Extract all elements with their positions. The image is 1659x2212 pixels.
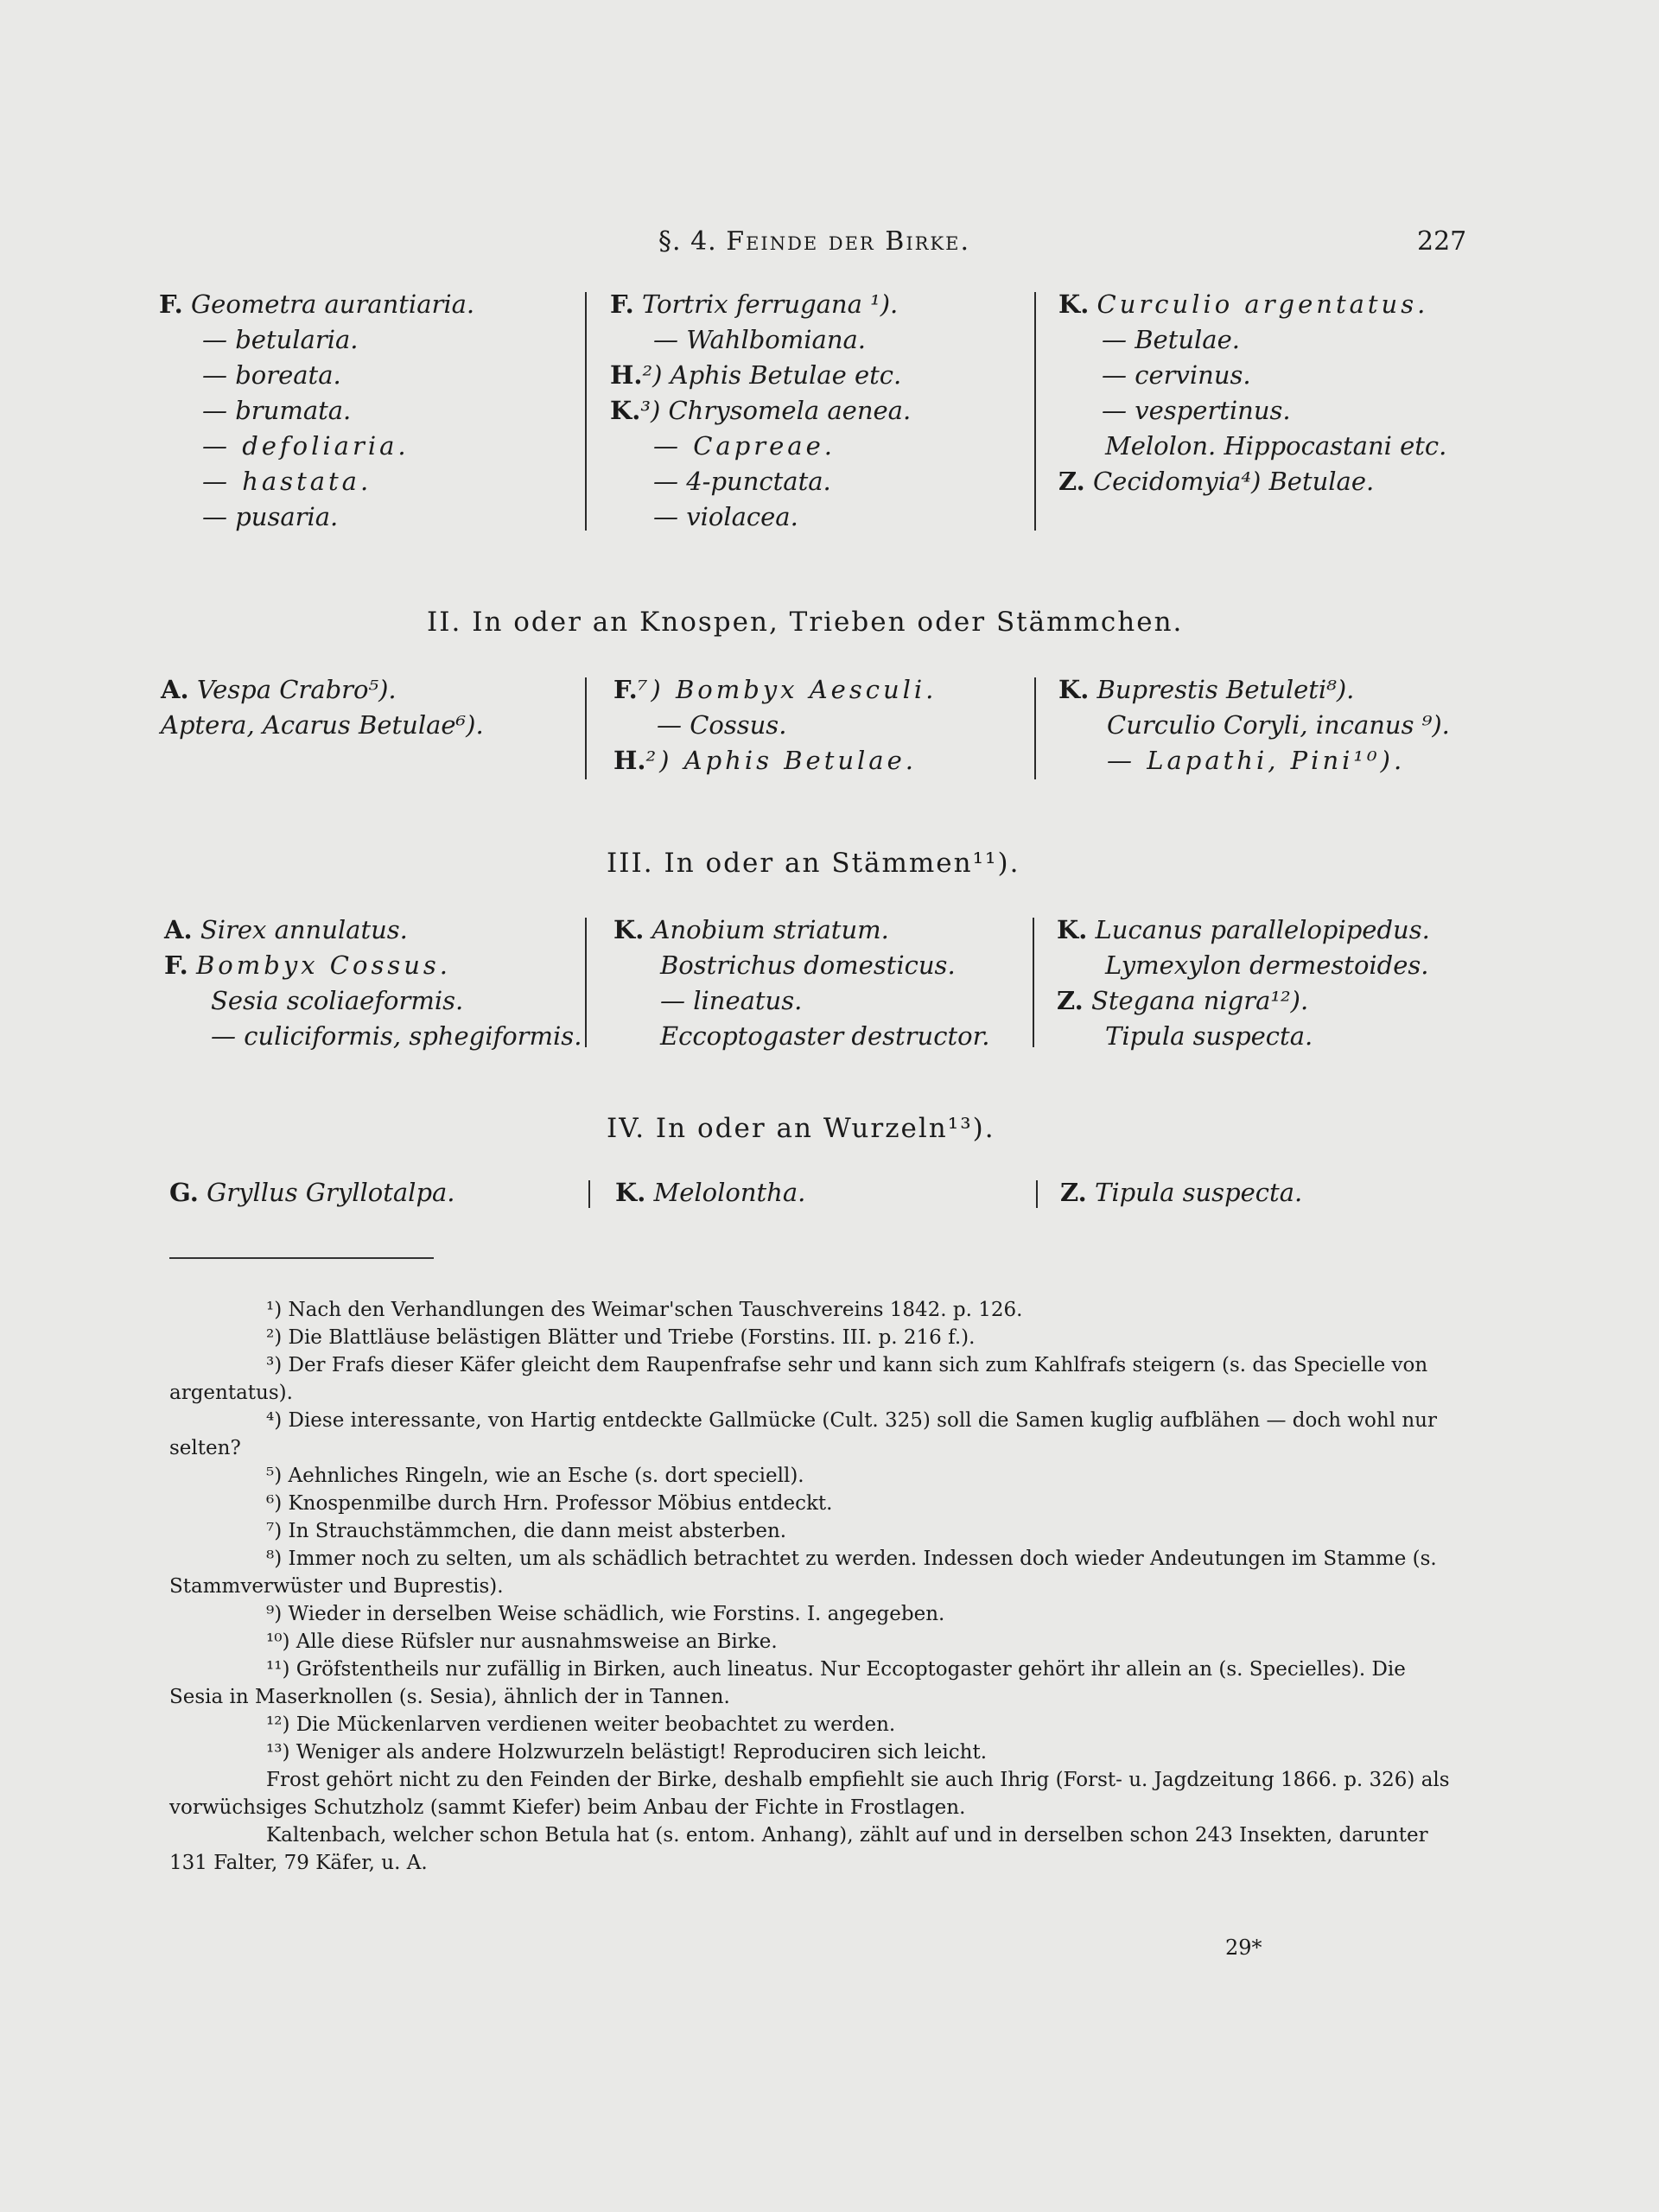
- species-entry: — brumata.: [202, 396, 352, 425]
- section-heading: II. In oder an Knospen, Trieben oder Stämmchen.: [427, 607, 1184, 638]
- sec2-col3: [1058, 672, 1450, 779]
- species-entry: — defoliaria.: [202, 431, 410, 461]
- species-entry: — culiciformis, sphegiformis.: [211, 1021, 582, 1051]
- footnote: ¹) Nach den Verhandlungen des Weimar'schen Tauschvereins 1842. p. 126.: [266, 1299, 1023, 1321]
- footnote: ²) Die Blattläuse belästigen Blätter und Triebe (Forstins. III. p. 216 f.).: [266, 1326, 976, 1349]
- species-entry: A. Sirex annulatus.: [164, 915, 408, 944]
- species-entry: F. Geometra aurantiaria.: [159, 289, 475, 319]
- section-heading: IV. In oder an Wurzeln¹³).: [607, 1113, 995, 1144]
- column-divider: [1036, 1180, 1038, 1208]
- species-entry: — hastata.: [202, 467, 372, 496]
- species-entry: — vespertinus.: [1102, 396, 1291, 425]
- column-divider: [1034, 677, 1036, 779]
- footnote-paragraph: Frost gehört nicht zu den Feinden der Birke, deshalb empfiehlt sie auch Ihrig (Forst- u. Jagdzeitung 1866. p. 326) als vorwüchsiges Schutzholz (sammt Kiefer) beim Anbau der Fichte in Frostlagen.: [169, 1769, 1450, 1819]
- species-entry: — 4-punctata.: [653, 467, 831, 496]
- sec1-col1: [159, 287, 474, 535]
- sec4-col1: [169, 1175, 455, 1211]
- species-entry: F. Bombyx Cossus.: [164, 950, 451, 980]
- sec2-col1: [161, 672, 484, 743]
- footnote: ¹³) Weniger als andere Holzwurzeln belästigt! Reproduciren sich leicht.: [266, 1741, 988, 1764]
- sec4-col2: [615, 1175, 805, 1211]
- species-entry: — Wahlbomiana.: [653, 325, 867, 354]
- species-entry: Bostrichus domesticus.: [660, 950, 956, 980]
- species-entry: — lineatus.: [660, 986, 803, 1015]
- footnote: ¹¹) Gröfstentheils nur zufällig in Birken, auch lineatus. Nur Eccoptogaster gehört ihr allein an (s. Specielles). Die Sesia in Maserknollen (s. Sesia), ähnlich der in Tannen.: [169, 1658, 1406, 1708]
- page-number: 227: [1417, 226, 1467, 257]
- species-entry: Curculio Coryli, incanus ⁹).: [1107, 710, 1450, 740]
- section-title: Feinde der Birke.: [726, 226, 970, 257]
- species-entry: Tipula suspecta.: [1105, 1021, 1313, 1051]
- species-entry: G. Gryllus Gryllotalpa.: [169, 1178, 455, 1207]
- species-entry: — Cossus.: [657, 710, 787, 740]
- footnote: ⁷) In Strauchstämmchen, die dann meist absterben.: [266, 1520, 787, 1542]
- species-entry: F. Tortrix ferrugana ¹).: [610, 289, 899, 319]
- species-entry: — violacea.: [653, 502, 798, 531]
- species-entry: Z. Cecidomyia⁴) Betulae.: [1058, 467, 1375, 496]
- species-entry: Sesia scoliaeformis.: [211, 986, 464, 1015]
- species-entry: K. Anobium striatum.: [613, 915, 889, 944]
- running-header: [658, 226, 970, 257]
- sec3-col1: [164, 912, 582, 1054]
- sec1-col2: [610, 287, 911, 535]
- column-divider: [1033, 918, 1034, 1047]
- footnote: ⁸) Immer noch zu selten, um als schädlich betrachtet zu werden. Indessen doch wieder Andeutungen im Stamme (s. Stammverwüster und Buprestis).: [169, 1548, 1437, 1598]
- species-entry: K. Lucanus parallelopipedus.: [1057, 915, 1430, 944]
- footnote: ¹⁰) Alle diese Rüfsler nur ausnahmsweise an Birke.: [266, 1630, 778, 1653]
- footnote: ³) Der Frafs dieser Käfer gleicht dem Raupenfrafse sehr und kann sich zum Kahlfrafs steigern (s. das Specielle von argentatus).: [169, 1354, 1428, 1404]
- footnote: ⁵) Aehnliches Ringeln, wie an Esche (s. dort speciell).: [266, 1465, 804, 1487]
- footnote: ⁴) Diese interessante, von Hartig entdeckte Gallmücke (Cult. 325) soll die Samen kuglig aufblähen — doch wohl nur selten?: [169, 1409, 1437, 1459]
- species-entry: Lymexylon dermestoides.: [1105, 950, 1429, 980]
- footnote: ⁹) Wieder in derselben Weise schädlich, wie Forstins. I. angegeben.: [266, 1603, 945, 1625]
- species-entry: Z. Tipula suspecta.: [1060, 1178, 1303, 1207]
- species-entry: — betularia.: [202, 325, 359, 354]
- sec1-col3: [1058, 287, 1446, 499]
- section-number: §. 4.: [658, 226, 717, 257]
- species-entry: — boreata.: [202, 360, 341, 390]
- column-divider: [585, 677, 587, 779]
- section-heading: III. In oder an Stämmen¹¹).: [607, 848, 1020, 879]
- species-entry: — Lapathi, Pini¹⁰).: [1107, 746, 1406, 775]
- species-entry: H.²) Aphis Betulae etc.: [610, 360, 902, 390]
- species-entry: K. Curculio argentatus.: [1058, 289, 1429, 319]
- species-entry: — Capreae.: [653, 431, 836, 461]
- footnotes: [169, 1296, 1455, 1877]
- footnote: ⁶) Knospenmilbe durch Hrn. Professor Möbius entdeckt.: [266, 1492, 833, 1515]
- species-entry: F.⁷) Bombyx Aesculi.: [613, 675, 938, 704]
- species-entry: Melolon. Hippocastani etc.: [1105, 431, 1447, 461]
- species-entry: — Betulae.: [1102, 325, 1240, 354]
- sec3-col3: [1057, 912, 1430, 1054]
- sec3-col2: [613, 912, 989, 1054]
- footnote: ¹²) Die Mückenlarven verdienen weiter beobachtet zu werden.: [266, 1713, 896, 1736]
- species-entry: Z. Stegana nigra¹²).: [1057, 986, 1309, 1015]
- column-divider: [585, 918, 587, 1047]
- species-entry: K. Buprestis Betuleti⁸).: [1058, 675, 1355, 704]
- signature-mark: 29*: [1225, 1936, 1262, 1960]
- footnote-paragraph: Kaltenbach, welcher schon Betula hat (s. entom. Anhang), zählt auf und in derselben schon 243 Insekten, darunter 131 Falter, 79 Käfer, u. A.: [169, 1824, 1428, 1874]
- species-entry: K.³) Chrysomela aenea.: [610, 396, 912, 425]
- column-divider: [1034, 292, 1036, 531]
- species-entry: Eccoptogaster destructor.: [660, 1021, 990, 1051]
- sec2-col2: [613, 672, 937, 779]
- species-entry: Aptera, Acarus Betulae⁶).: [161, 710, 484, 740]
- species-entry: — pusaria.: [202, 502, 339, 531]
- species-entry: H.²) Aphis Betulae.: [613, 746, 917, 775]
- species-entry: — cervinus.: [1102, 360, 1251, 390]
- column-divider: [588, 1180, 590, 1208]
- sec4-col3: [1060, 1175, 1302, 1211]
- column-divider: [585, 292, 587, 531]
- species-entry: K. Melolontha.: [615, 1178, 806, 1207]
- footnote-rule: [169, 1257, 434, 1259]
- species-entry: A. Vespa Crabro⁵).: [161, 675, 397, 704]
